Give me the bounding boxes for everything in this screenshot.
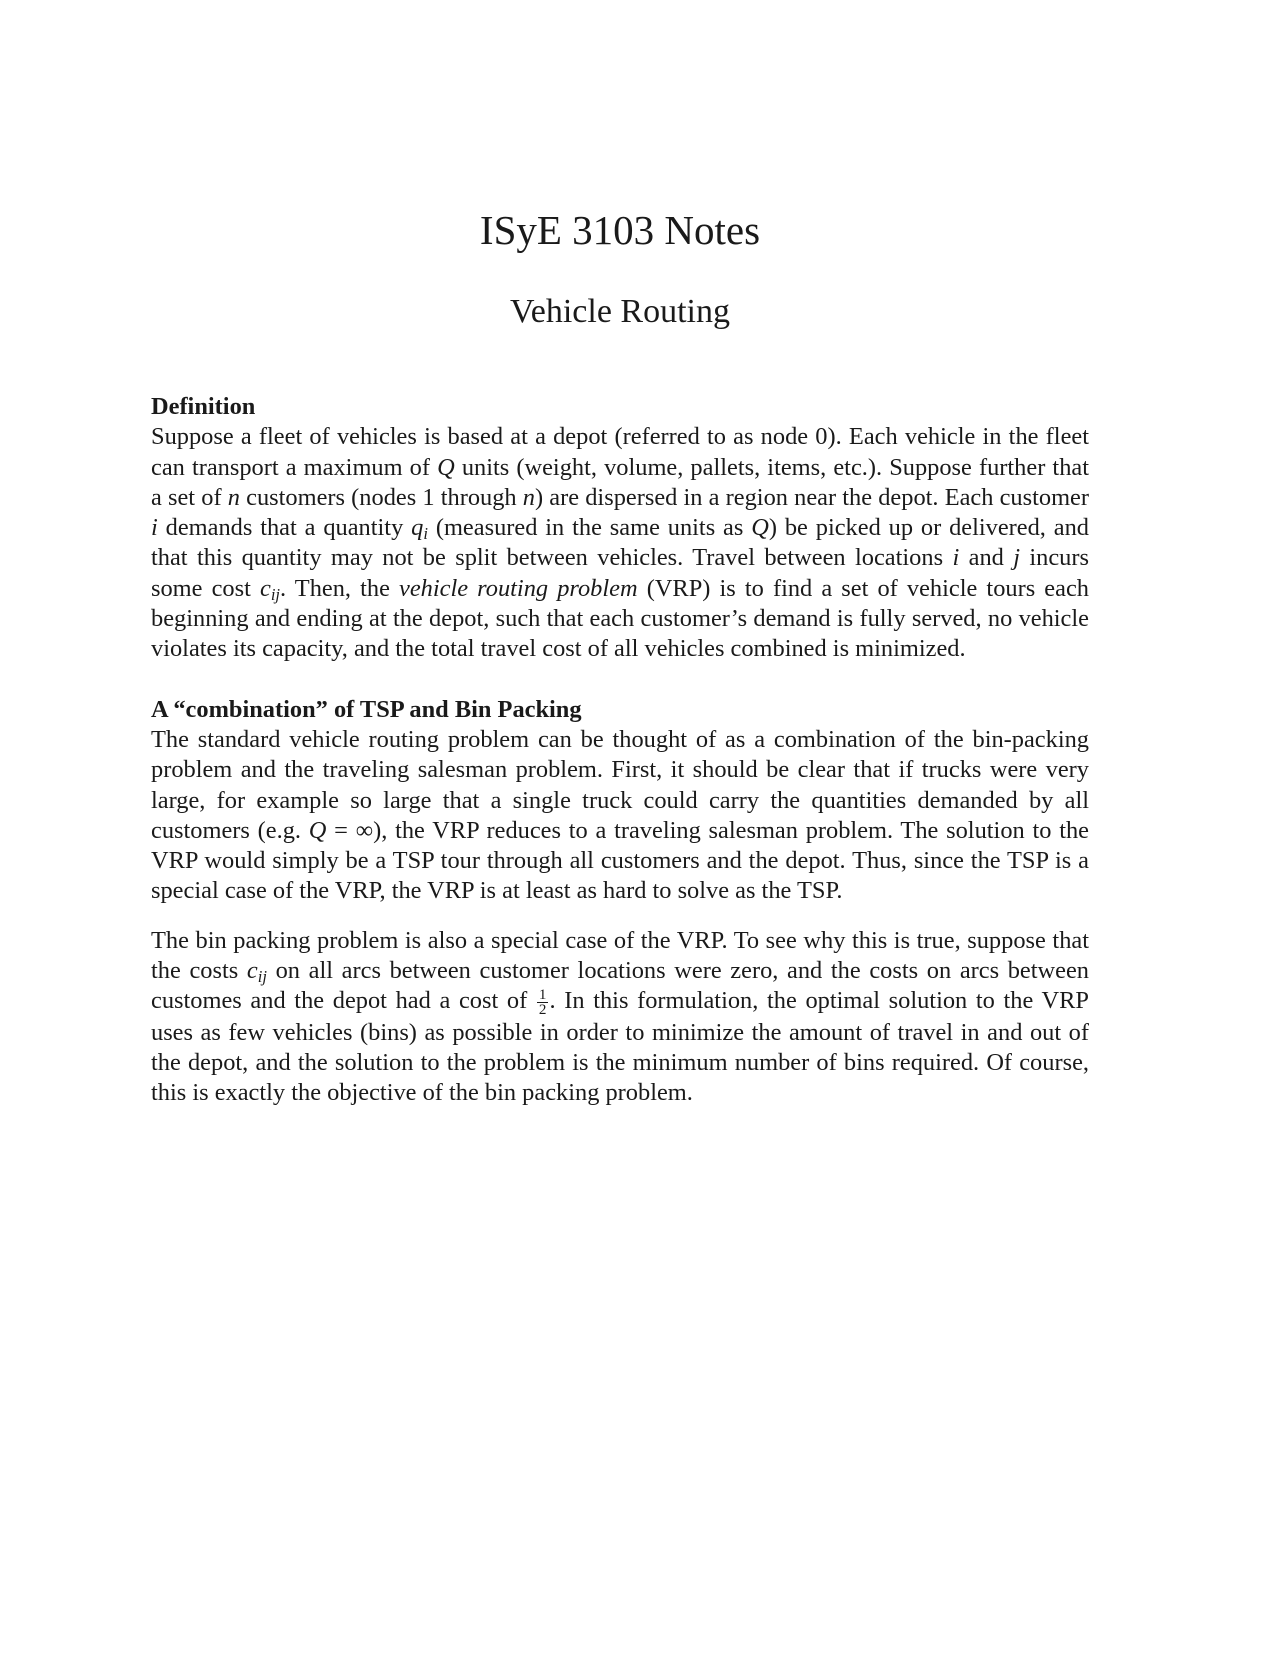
term-vehicle-routing-problem: vehicle routing problem (399, 574, 638, 602)
section-heading-definition: Definition (151, 393, 256, 420)
section-combination (151, 695, 1089, 1109)
paragraph-definition: Suppose a fleet of vehicles is based at a depot (referred to as node 0). Each vehicle in the fleet can transport a maximum of Q units (weight, volume, pallets, items, etc.). Suppose further that a set of n customers (nodes 1 through n) are dispersed in a region near the depot. Each customer i demands that a quantity $q_i$ (measured in the same units as Q) be picked up or delivered, and that this quantity may not be split between vehicles. Travel between locations i and j incurs some cost $c_{ij}$. Then, the vehicle routing problem (VRP) is to find a set of vehicle tours each beginning and ending at the depot, such that each customer’s demand is fully served, no vehicle violates its capacity, and the total travel cost of all vehicles combined is minimized. (151, 423, 1090, 663)
section-heading-combination: A “combination” of TSP and Bin Packing (151, 695, 582, 723)
document-title: ISyE 3103 Notes (479, 207, 761, 253)
section-definition (151, 392, 1089, 665)
paragraph-combination-2: The bin packing problem is also a special case of the VRP. To see why this is true, suppose that the costs $c_{ij}$ on all arcs between customer locations were zero, and the costs on arcs between customes and the depot had a cost of $\frac{1}{2}$ . In this formulation, the optimal solution to the VRP uses as few vehicles (bins) as possible in order to minimize the amount of travel in and out of the depot, and the solution to the problem is the minimum number of bins required. Of course, this is exactly the objective of the bin packing problem. (151, 926, 1089, 1107)
document-subtitle: Vehicle Routing (509, 293, 731, 330)
fraction-one-half: $\frac{1}{2}$ (538, 986, 547, 1019)
paragraph-combination-1: The standard vehicle routing problem can be thought of as a combination of the bin-packing problem and the traveling salesman problem. First, it should be clear that if trucks were very large, for example so large that a single truck could carry the quantities demanded by all customers (e.g. Q = ∞), the VRP reduces to a traveling salesman problem. The solution to the VRP would simply be a TSP tour through all customers and the depot. Thus, since the TSP is a special case of the VRP, the VRP is at least as hard to solve as the TSP. (151, 725, 1090, 905)
document-body (151, 392, 1089, 1109)
